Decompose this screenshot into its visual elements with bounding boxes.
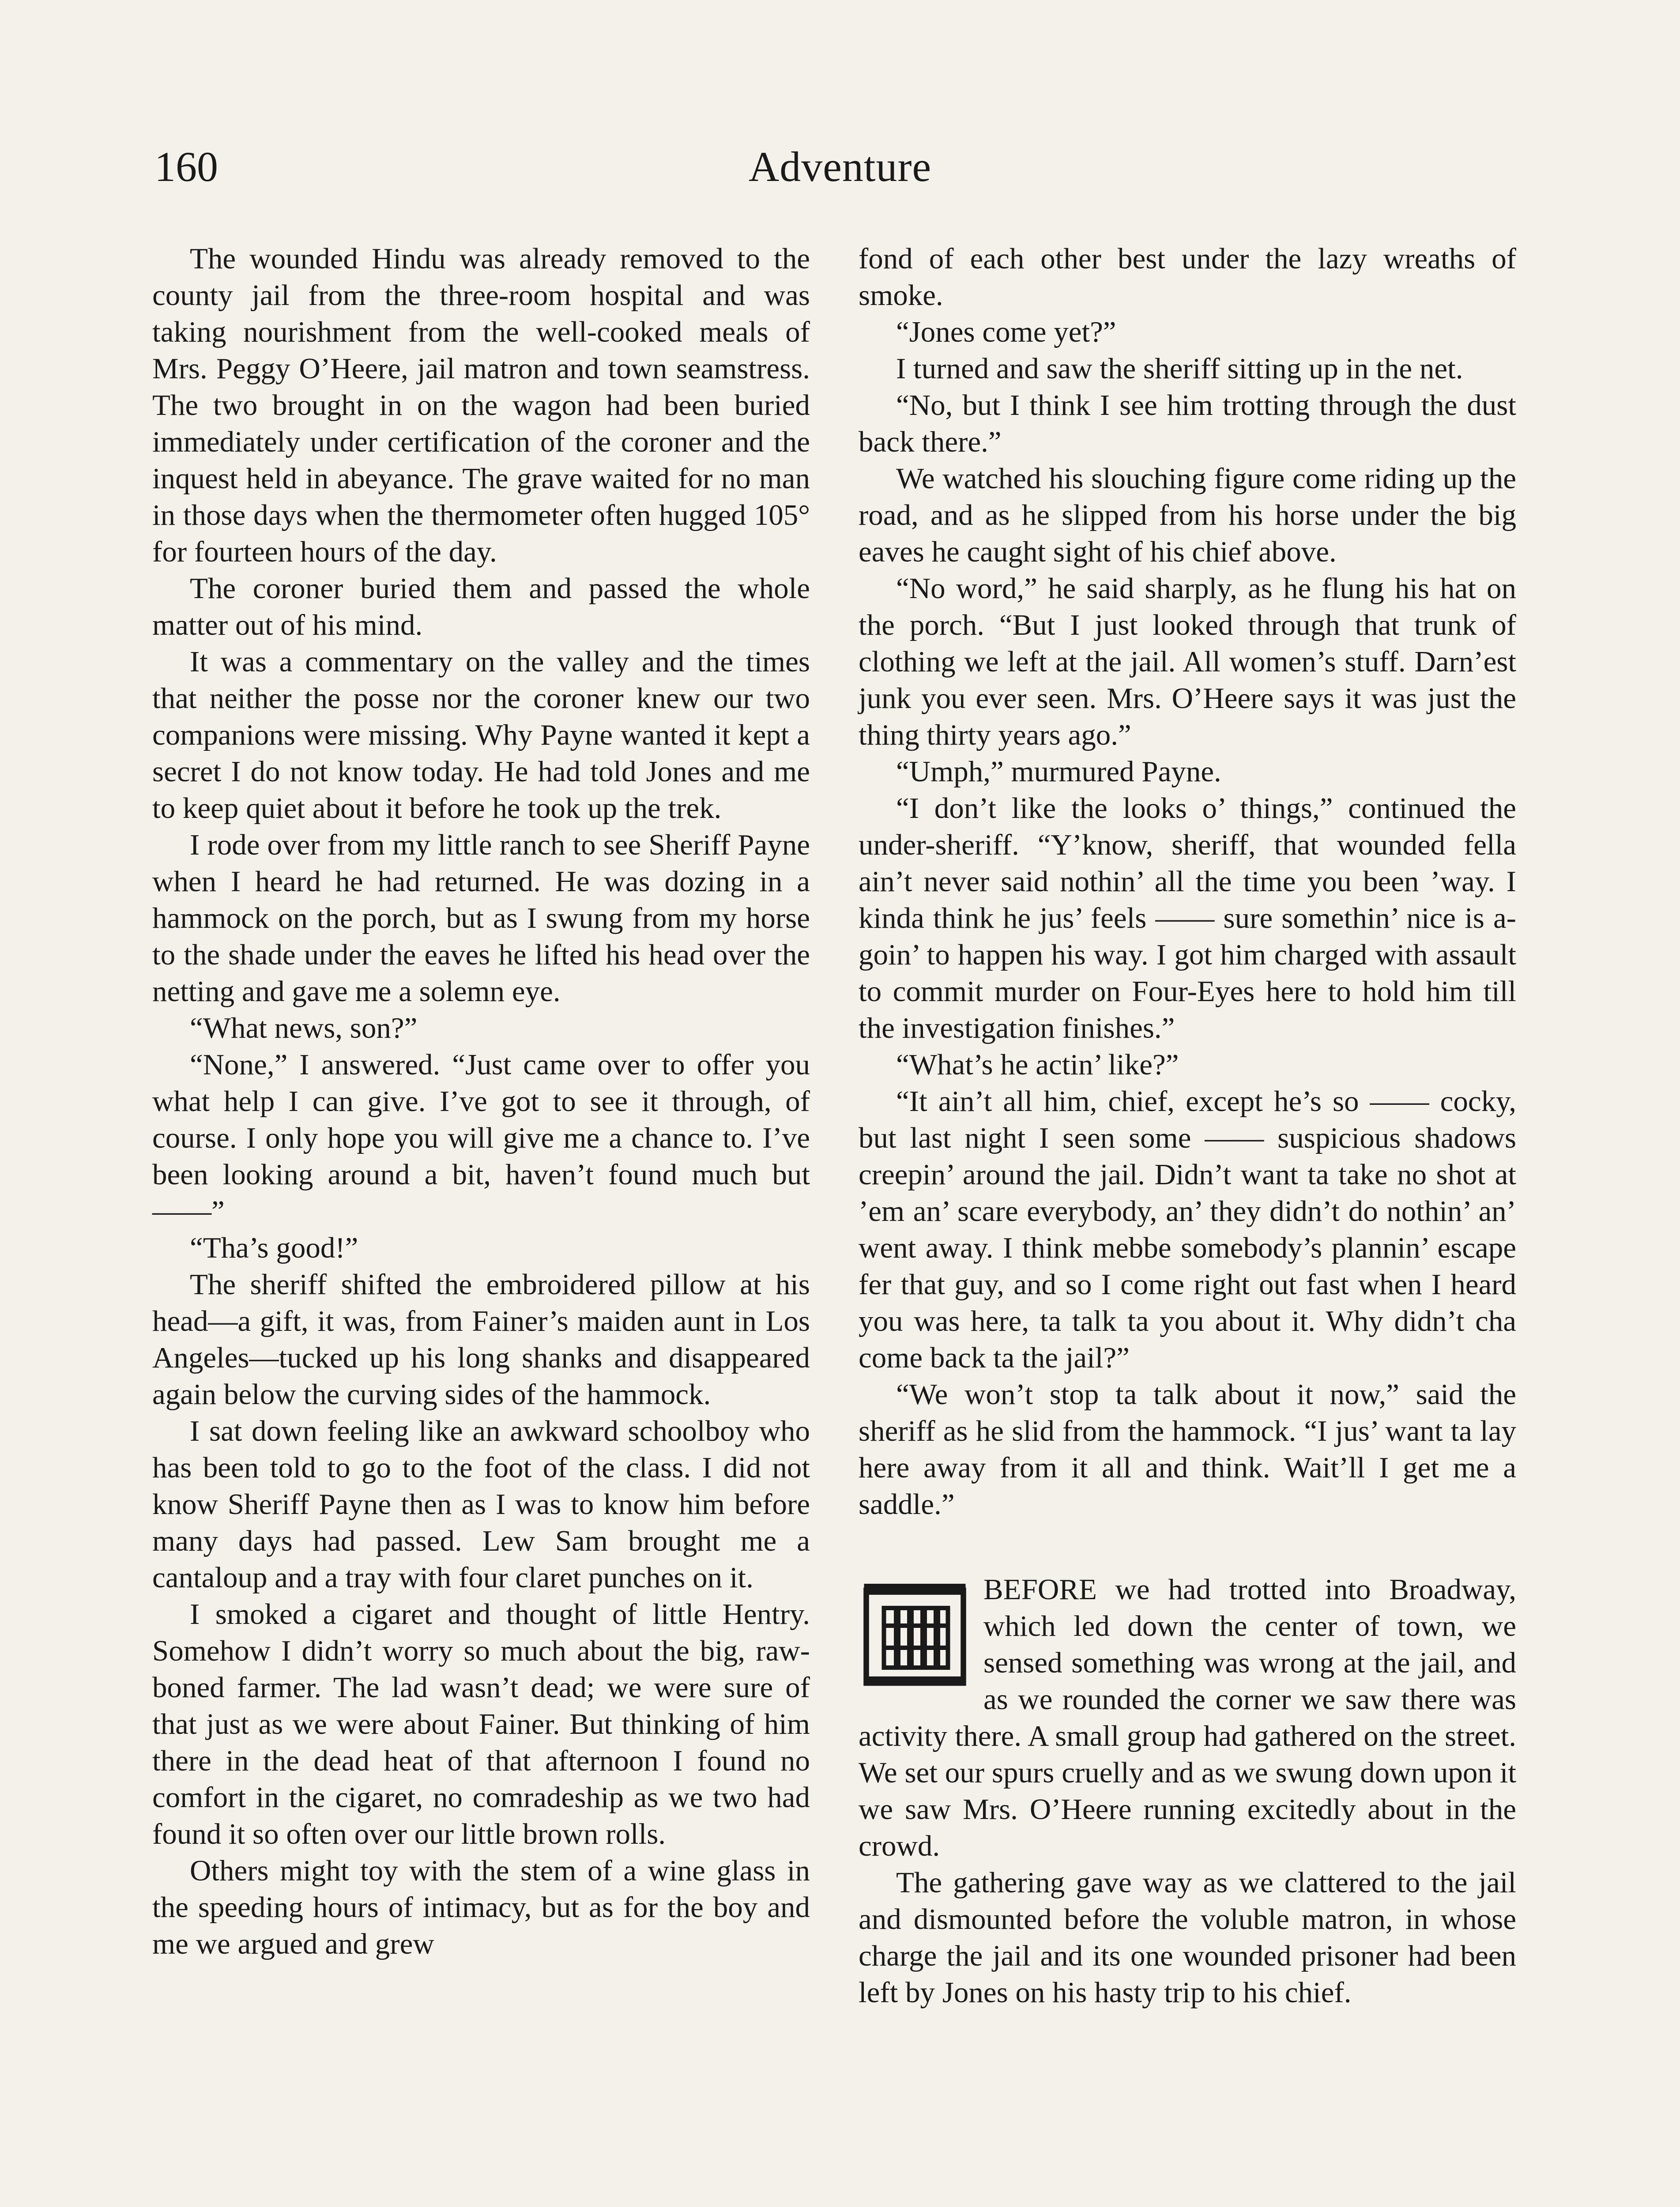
paragraph: Others might toy with the stem of a wine glass in the speeding hours of intimacy, but as for the boy and me we argued and grew: [152, 1854, 810, 1960]
paragraph: “What’s he actin’ like?”: [896, 1048, 1179, 1081]
section-break: [859, 1523, 1516, 1571]
dropcap-jail-gate-icon: [859, 1579, 971, 1690]
paragraph: It was a commentary on the valley and the times that neither the posse nor the coroner knew our two companions were missing. Why Payne wanted it kept a secret I do not know today. He had told Jones and me to keep quiet about it before he took up the trek.: [152, 645, 810, 825]
paragraph: I turned and saw the sheriff sitting up in the net.: [896, 352, 1463, 385]
dropcap-paragraph-text: BEFORE we had trotted into Broadway, which led down the center of town, we sensed something was wrong at the jail, and as we rounded the corner we saw there was activity there. A small group had gathered on the street. We set our spurs cruelly and as we swung down upon it we saw Mrs. O’Heere running excitedly about in the crowd.: [859, 1573, 1516, 1862]
paragraph: We watched his slouching figure come riding up the road, and as he slipped from his horse under the big eaves he caught sight of his chief above.: [859, 462, 1516, 568]
paragraph: “Jones come yet?”: [896, 316, 1116, 348]
paragraph: The wounded Hindu was already removed to the county jail from the three-room hospital and was taking nourishment from the well-cooked meals of Mrs. Peggy O’Heere, jail matron and town seamstress. The two brought in on the wagon had been buried immediately under certification of the coroner and the inquest held in abeyance. The grave waited for no man in those days when the thermometer often hugged 105° for fourteen hours of the day.: [152, 242, 810, 568]
paragraph: I sat down feeling like an awkward schoolboy who has been told to go to the foot of the class. I did not know Sheriff Payne then as I was to know him before many days had passed. Lew Sam brought me a cantaloup and a tray with four claret punches on it.: [152, 1415, 810, 1594]
paragraph: “It ain’t all him, chief, except he’s so —— cocky, but last night I seen some —— suspicious shadows creepin’ around the jail. Didn’t want ta take no shot at ’em an’ scare everybody, an’ they didn’t do nothin’ an’ went away. I think mebbe somebody’s plannin’ escape fer that guy, and so I come right out fast when I heard you was here, ta talk ta you about it. Why didn’t cha come back ta the jail?”: [859, 1085, 1516, 1374]
right-column: [859, 241, 1516, 2011]
paragraph: “No, but I think I see him trotting through the dust back there.”: [859, 389, 1516, 458]
paragraph: “What news, son?”: [190, 1012, 418, 1044]
continued-paragraph: fond of each other best under the lazy wreaths of smoke.: [859, 242, 1516, 312]
paragraph: “No word,” he said sharply, as he flung his hat on the porch. “But I just looked through that trunk of clothing we left at the jail. All women’s stuff. Darn’est junk you ever seen. Mrs. O’Heere says it was just the thing thirty years ago.”: [859, 572, 1516, 751]
page-number: 160: [154, 143, 218, 190]
dropcap-paragraph: [859, 1571, 1516, 1864]
paragraph: “I don’t like the looks o’ things,” continued the under-sheriff. “Y’know, sheriff, that wounded fella ain’t never said nothin’ all the time you been ’way. I kinda think he jus’ feels —— sure somethin’ nice is a-goin’ to happen his way. I got him charged with assault to commit murder on Four-Eyes here to hold him till the investigation finishes.”: [859, 792, 1516, 1044]
paragraph: “None,” I answered. “Just came over to offer you what help I can give. I’ve got to see it through, of course. I only hope you will give me a chance to. I’ve been looking around a bit, haven’t found much but——”: [152, 1048, 810, 1228]
left-column: [152, 241, 810, 1962]
paragraph: “We won’t stop ta talk about it now,” said the sheriff as he slid from the hammock. “I jus’ want ta lay here away from it all and think. Wait’ll I get me a saddle.”: [859, 1378, 1516, 1521]
paragraph: The coroner buried them and passed the whole matter out of his mind.: [152, 572, 810, 641]
paragraph: I smoked a cigaret and thought of little Hentry. Somehow I didn’t worry so much about the big, raw-boned farmer. The lad wasn’t dead; we were sure of that just as we were about Fainer. But thinking of him there in the dead heat of that afternoon I found no comfort in the cigaret, no comradeship as we two had found it so often over our little brown rolls.: [152, 1598, 810, 1850]
paragraph: The sheriff shifted the embroidered pillow at his head—a gift, it was, from Fainer’s maiden aunt in Los Angeles—tucked up his long shanks and disappeared again below the curving sides of the hammock.: [152, 1268, 810, 1411]
paragraph: I rode over from my little ranch to see Sheriff Payne when I heard he had returned. He was dozing in a hammock on the porch, but as I swung from my horse to the shade under the eaves he lifted his head over the netting and gave me a solemn eye.: [152, 829, 810, 1008]
paragraph: “Umph,” murmured Payne.: [896, 755, 1221, 788]
running-head: Adventure: [748, 143, 932, 190]
paragraph: The gathering gave way as we clattered to the jail and dismounted before the voluble matron, in whose charge the jail and its one wounded prisoner had been left by Jones on his hasty trip to his chief.: [859, 1866, 1516, 2009]
paragraph: “Tha’s good!”: [190, 1232, 358, 1264]
